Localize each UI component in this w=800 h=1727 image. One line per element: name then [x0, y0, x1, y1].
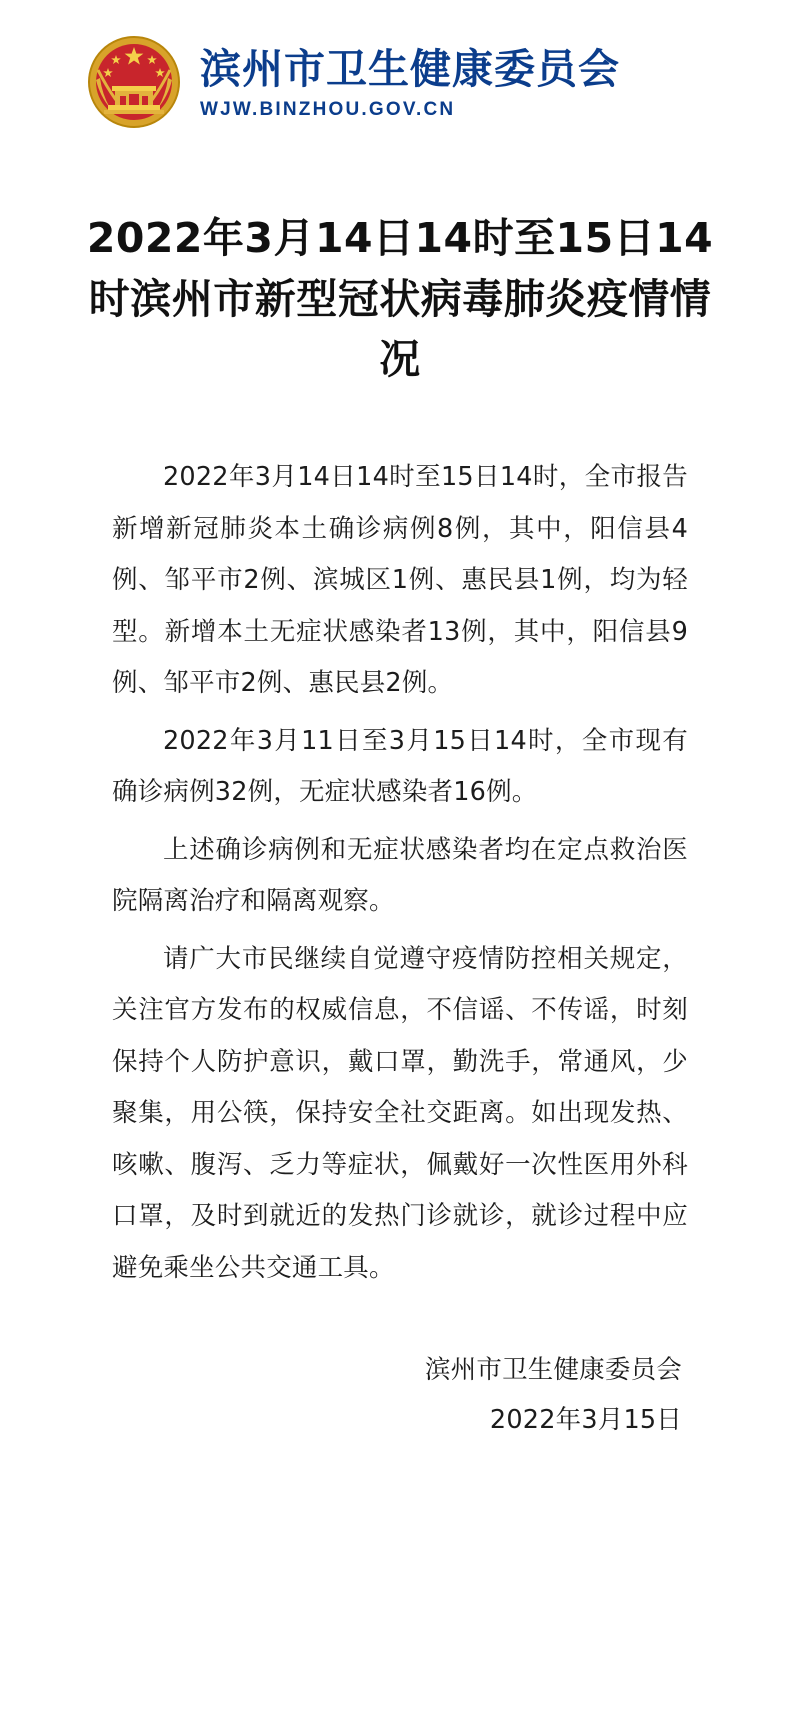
paragraph-1: 2022年3月14日14时至15日14时，全市报告新增新冠肺炎本土确诊病例8例，其中，阳信县4例、邹平市2例、滨城区1例、惠民县1例，均为轻型。新增本土无症状感染者13例，其中，阳信县9例、邹平市2例、惠民县2例。 — [112, 462, 688, 699]
signature-issuer: 滨州市卫生健康委员会 — [424, 1355, 682, 1386]
china-national-emblem-icon — [86, 34, 182, 130]
paragraph-2: 2022年3月11日至3月15日14时，全市现有确诊病例32例，无症状感染者16例。 — [112, 725, 688, 808]
page-title: 2022年3月14日14时至15日14时滨州市新型冠状病毒肺炎疫情情况 — [86, 214, 714, 384]
organization-name: 滨州市卫生健康委员会 — [200, 44, 620, 93]
bottom-spacer — [0, 1445, 800, 1535]
signature-block — [112, 1346, 682, 1445]
site-masthead — [0, 0, 800, 130]
paragraph-3: 上述确诊病例和无症状感染者均在定点救治医院隔离治疗和隔离观察。 — [112, 834, 688, 917]
website-domain: WJW.BINZHOU.GOV.CN — [200, 99, 456, 121]
signature-date: 2022年3月15日 — [489, 1404, 682, 1435]
paragraph-4: 请广大市民继续自觉遵守疫情防控相关规定，关注官方发布的权威信息，不信谣、不传谣，时刻保持个人防护意识，戴口罩，勤洗手，常通风，少聚集，用公筷，保持安全社交距离。如出现发热、咳嗽、腹泻、乏力等症状，佩戴好一次性医用外科口罩，及时到就近的发热门诊就诊，就诊过程中应避免乘坐公共交通工具。 — [112, 943, 688, 1283]
document-body — [112, 452, 688, 1294]
masthead-text — [200, 43, 620, 122]
